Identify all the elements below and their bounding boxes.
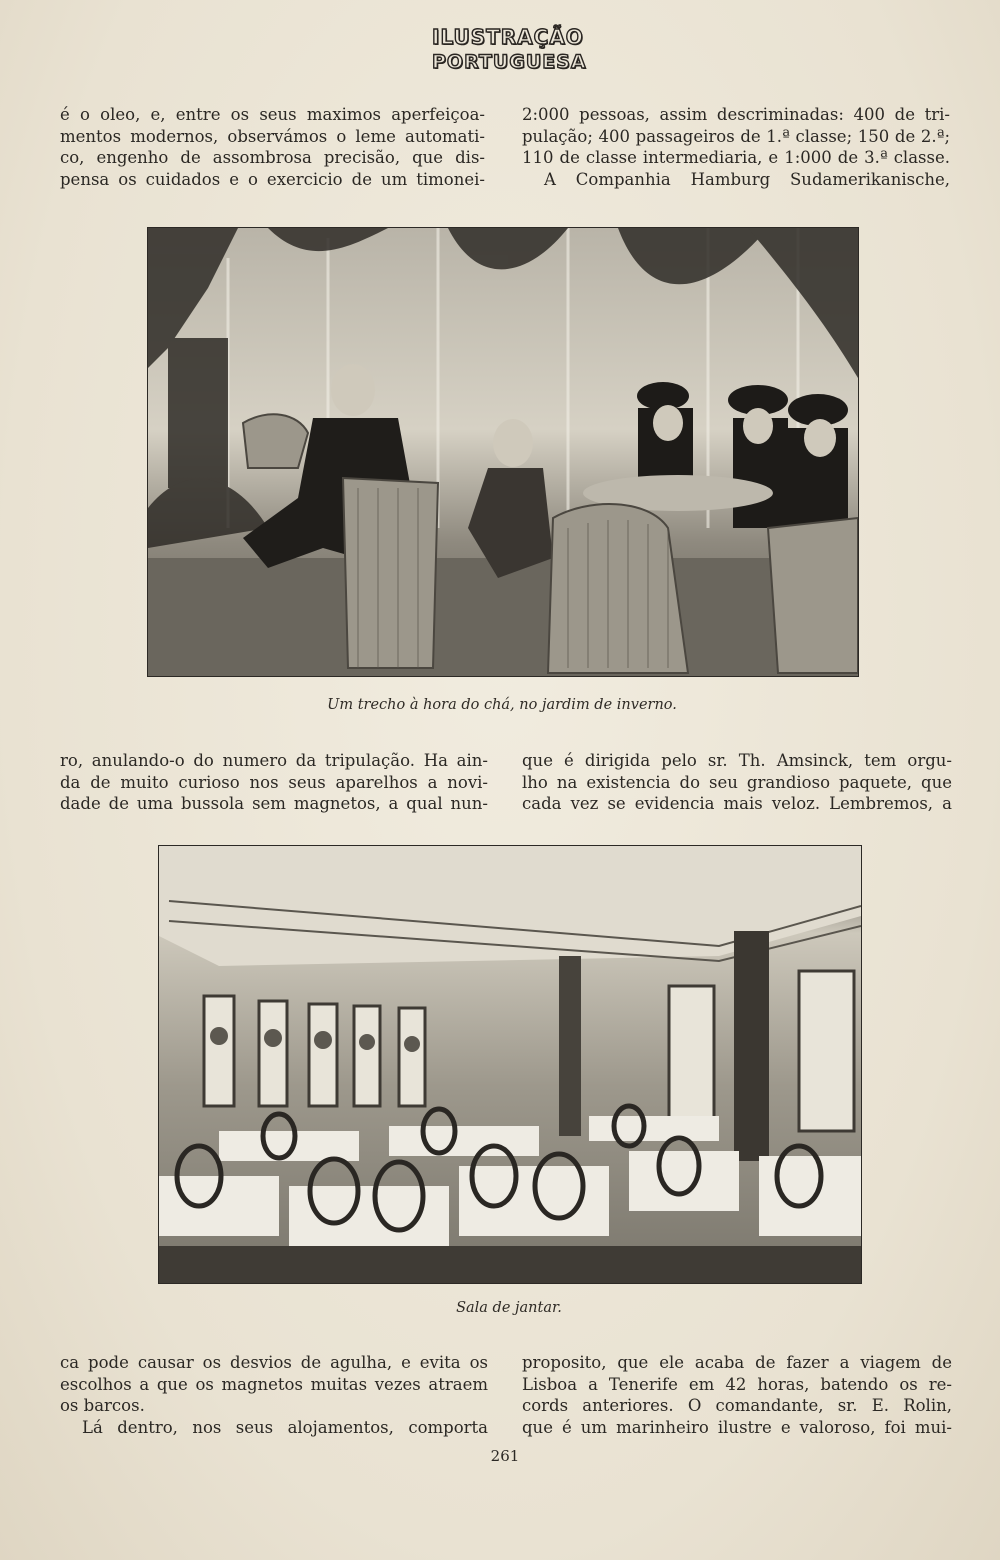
photo-caption: Um trecho à hora do chá, no jardim de inverno. <box>327 697 677 713</box>
column-bottom-left <box>60 1352 488 1438</box>
text-line: escolhos a que os magnetos muitas vezes atraem <box>60 1374 488 1394</box>
text-line: pensa os cuidados e o exercicio de um timonei- <box>60 169 485 189</box>
masthead-line-1: ILUSTRAÇÃO <box>432 25 584 49</box>
text-line: cords anteriores. O comandante, sr. E. Rolin, <box>522 1396 952 1415</box>
text-line: 2:000 pessoas, assim descriminadas: 400 de tri- <box>522 105 950 124</box>
masthead-logo <box>432 24 587 82</box>
masthead-line-2: PORTUGUESA <box>432 51 587 73</box>
column-middle-right <box>522 750 952 815</box>
text-line: co, engenho de assombrosa precisão, que dis- <box>60 148 485 167</box>
text-line: dade de uma bussola sem magnetos, a qual nun- <box>60 794 488 813</box>
column-middle-left <box>60 750 488 815</box>
text-line: que é dirigida pelo sr. Th. Amsinck, tem orgu- <box>522 751 952 770</box>
text-line: ca pode causar os desvios de agulha, e evita os <box>60 1353 488 1372</box>
text-line: da de muito curioso nos seus aparelhos a novi- <box>60 772 488 792</box>
text-line: 110 de classe intermediaria, e 1:000 de 3.ª classe. <box>522 148 950 167</box>
text-line: ro, anulando-o do numero da tripulação. Ha ain- <box>60 751 488 770</box>
text-line: é o oleo, e, entre os seus maximos aperfeiçoa- <box>60 105 485 124</box>
column-top-left <box>60 104 485 190</box>
text-line: cada vez se evidencia mais veloz. Lembremos, a <box>522 794 952 813</box>
text-line: lho na existencia do seu grandioso paquete, que <box>522 772 952 792</box>
text-line: os barcos. <box>60 1396 145 1415</box>
text-line: Lá dentro, nos seus alojamentos, comporta <box>82 1417 488 1437</box>
column-bottom-right <box>522 1352 952 1438</box>
text-line: que é um marinheiro ilustre e valoroso, foi mui- <box>522 1417 952 1437</box>
text-line: mentos modernos, observámos o leme automati- <box>60 126 485 146</box>
text-line: Lisboa a Tenerife em 42 horas, batendo os re- <box>522 1374 952 1394</box>
photo-dining-room <box>158 845 862 1284</box>
page-number: 261 <box>490 1447 520 1465</box>
text-line: A Companhia Hamburg Sudamerikanische, <box>544 169 950 189</box>
photo-caption: Sala de jantar. <box>456 1300 562 1316</box>
photo-winter-garden <box>147 227 859 677</box>
text-line: proposito, que ele acaba de fazer a viagem de <box>522 1353 952 1372</box>
column-top-right <box>522 104 950 190</box>
text-line: pulação; 400 passageiros de 1.ª classe; 150 de 2.ª; <box>522 126 950 146</box>
